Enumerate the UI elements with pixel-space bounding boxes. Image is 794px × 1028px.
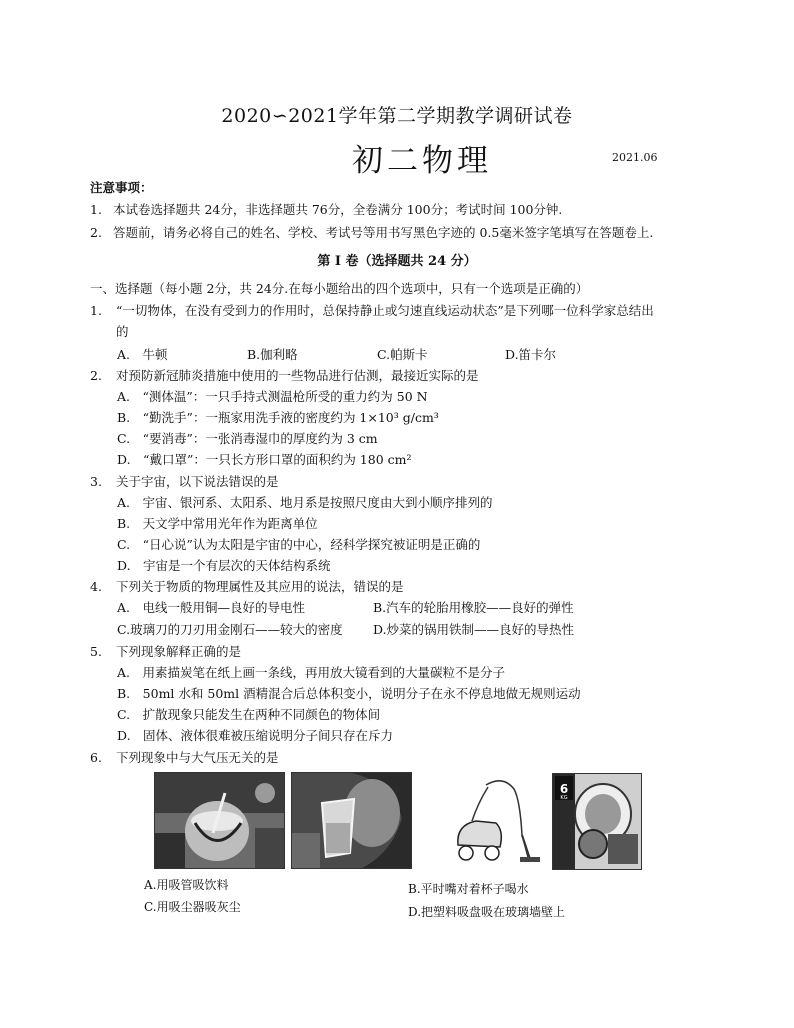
option-b: B.伽利略 <box>247 347 298 362</box>
option-a: A. 宇宙、银河系、太阳系、地月系是按照尺度由大到小顺序排列的 <box>117 495 493 510</box>
option-d: D.炒菜的锅用铁制——良好的导热性 <box>373 622 575 637</box>
option-c: C.帕斯卡 <box>377 347 428 362</box>
notes-heading: 注意事项： <box>90 180 153 195</box>
straw-drinking-image <box>154 772 285 869</box>
question-number: 6. <box>90 750 102 765</box>
option-b: B. “勤洗手”：一瓶家用洗手液的密度约为 1×10³ g/cm³ <box>117 410 439 425</box>
question-stem-continued: 的 <box>116 324 129 339</box>
question-number: 5. <box>90 644 102 659</box>
option-b: B. 50ml 水和 50ml 酒精混合后总体积变小，说明分子在永不停息地做无规则运动 <box>117 686 581 701</box>
note-text: 本试卷选择题共 24分，非选择题共 76分，全卷满分 100分；考试时间 100分钟. <box>113 202 563 217</box>
question-stem: 对预防新冠肺炎措施中使用的一些物品进行估测，最接近实际的是 <box>116 368 479 383</box>
note-number: 1. <box>90 202 102 217</box>
option-c: C. “日心说”认为太阳是宇宙的中心，经科学探究被证明是正确的 <box>117 537 481 552</box>
section-title: 第 I 卷（选择题共 24 分） <box>317 254 477 269</box>
suction-cup-image <box>552 773 642 870</box>
option-c: C. “要消毒”：一张消毒湿巾的厚度约为 3 cm <box>117 431 378 446</box>
option-b: B.汽车的轮胎用橡胶——良好的弹性 <box>373 600 574 615</box>
option-a: A. 用素描炭笔在纸上画一条线，再用放大镜看到的大量碳粒不是分子 <box>117 665 506 680</box>
option-b: B. 天文学中常用光年作为距离单位 <box>117 516 318 531</box>
svg-text:6: 6 <box>559 782 569 796</box>
exam-date: 2021.06 <box>612 151 658 164</box>
question-number: 3. <box>90 474 102 489</box>
vacuum-cleaner-image <box>448 775 543 867</box>
question-number: 4. <box>90 579 102 594</box>
question-number: 1. <box>90 303 102 318</box>
option-d: D. 固体、液体很难被压缩说明分子间只存在斥力 <box>117 728 394 743</box>
exam-title: 2020∽2021学年第二学期教学调研试卷 <box>221 105 573 127</box>
option-c: C.用吸尘器吸灰尘 <box>144 900 241 914</box>
option-d: D. “戴口罩”：一只长方形口罩的面积约为 180 cm² <box>117 452 412 467</box>
option-d: D.笛卡尔 <box>505 347 557 362</box>
option-a: A. 电线一般用铜—良好的导电性 <box>117 600 306 615</box>
question-stem: 下列现象中与大气压无关的是 <box>116 750 279 765</box>
option-a: A. “测体温”：一只手持式测温枪所受的重力约为 50 N <box>117 389 428 404</box>
question-stem: 下列关于物质的物理属性及其应用的说法，错误的是 <box>116 579 404 594</box>
question-stem: “一切物体，在没有受到力的作用时，总保持静止或匀速直线运动状态”是下列哪一位科学家总结出 <box>116 303 654 318</box>
question-stem: 关于宇宙，以下说法错误的是 <box>116 474 279 489</box>
svg-text:KG: KG <box>560 795 568 801</box>
subject-title: 初二物理 <box>352 143 492 179</box>
option-d: D. 宇宙是一个有层次的天体结构系统 <box>117 558 331 573</box>
part-heading: 一、选择题（每小题 2分，共 24分.在每小题给出的四个选项中，只有一个选项是正确的） <box>90 281 589 296</box>
option-c: C. 扩散现象只能发生在两种不同颜色的物体间 <box>117 707 381 722</box>
option-a: A.用吸管吸饮料 <box>144 878 229 892</box>
option-a: A. 牛顿 <box>117 347 168 362</box>
question-stem: 下列现象解释正确的是 <box>116 644 242 659</box>
note-text: 答题前，请务必将自己的姓名、学校、考试号等用书写黑色字迹的 0.5毫米签字笔填写在答题卷上. <box>113 225 654 240</box>
option-b: B.平时嘴对着杯子喝水 <box>408 882 529 896</box>
question-number: 2. <box>90 368 102 383</box>
option-c: C.玻璃刀的刀刃用金刚石——较大的密度 <box>117 622 343 637</box>
cup-drinking-image <box>291 772 412 869</box>
note-number: 2. <box>90 225 102 240</box>
option-d: D.把塑料吸盘吸在玻璃墙壁上 <box>408 905 566 919</box>
